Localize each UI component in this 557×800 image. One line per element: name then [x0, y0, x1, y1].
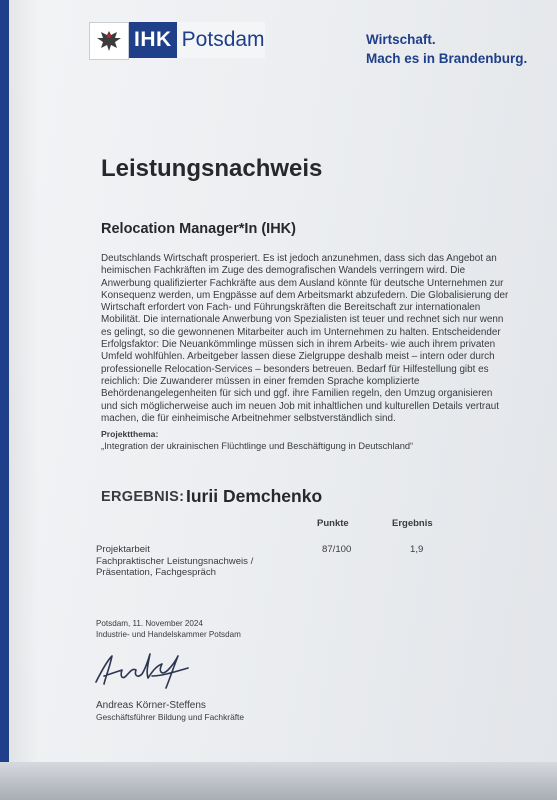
- body-paragraph: Deutschlands Wirtschaft prosperiert. Es ist jedoch anzunehmen, dass sich das Angebot an heimischen Fachkräften im Zuge des demografischen Wandels verringern wird. Die Anwerbung qualifizierter Fachkräfte aus dem Ausland könnte für deutsche Unternehmen zur Konsequenz werden, um Engpässe auf dem Arbeitsmarkt abzufedern. Die Globalisierung der Wirtschaft erfordert von Fach- und Führungskräften die Bereitschaft zur internationalen Mobilität. Die internationale Anwerbung von Spezialisten ist teuer und rechnet sich nur wenn es gelingt, so die gewonnenen Mitarbeiter auch im Unternehmen zu halten. Entscheidender Erfolgsfaktor: Die Neuankömmlinge müssen sich in ihrem Arbeits- wie auch ihrem privaten Umfeld wohlfühlen. Arbeitgeber lassen diese Zielgruppe deshalb meist – intern oder durch professionelle Relocation-Services – besonders betreuen. Bedarf für Hilfestellung gibt es reichlich: Die Zuwanderer müssen in einer fremden Sprache komplizierte Behördenangelegenheiten für sich und ggf. ihre Familien regeln, den Umzug organisieren und sich möglicherweise auch im neuen Job mit inhaltlichen und kulturellen Details vertraut machen, die für einheimische Arbeitnehmer selbstverständlich sind.: [101, 253, 509, 424]
- logo-city-text: Potsdam: [177, 22, 265, 58]
- project-topic: „Integration der ukrainischen Flüchtlinge und Beschäftigung in Deutschland“: [101, 441, 414, 451]
- signer-block: [96, 700, 244, 723]
- row-label-line-2: Fachpraktischer Leistungsnachweis /: [96, 555, 254, 567]
- row-label-line-1: Projektarbeit: [96, 544, 150, 555]
- slogan-line-2: Mach es in Brandenburg.: [366, 51, 528, 66]
- signer-name: Andreas Körner-Steffens: [96, 700, 206, 711]
- photo-bottom-shadow: [0, 762, 557, 800]
- result-points: 87/100: [322, 544, 352, 555]
- logo-ihk-text: IHK: [129, 22, 177, 58]
- result-label: ERGEBNIS:: [101, 489, 185, 505]
- column-header-points: Punkte: [317, 518, 349, 529]
- candidate-name: Iurii Demchenko: [186, 486, 323, 506]
- row-label-line-3: Präsentation, Fachgespräch: [96, 567, 216, 579]
- slogan-line-1: Wirtschaft.: [366, 32, 436, 47]
- document-title: Leistungsnachweis: [101, 155, 323, 182]
- project-label: Projektthema:: [101, 429, 159, 439]
- place-and-issuer: [96, 619, 241, 640]
- signer-role: Geschäftsführer Bildung und Fachkräfte: [96, 711, 245, 722]
- result-row-label: [96, 544, 253, 579]
- column-header-grade: Ergebnis: [392, 518, 433, 529]
- place-date: Potsdam, 11. November 2024: [96, 619, 203, 628]
- blue-side-stripe: [0, 0, 9, 762]
- issuer-chamber: Industrie- und Handelskammer Potsdam: [96, 629, 241, 639]
- slogan: [366, 30, 527, 68]
- eagle-icon: [89, 22, 129, 60]
- result-grade: 1,9: [410, 544, 424, 555]
- document-subtitle: Relocation Manager*In (IHK): [101, 221, 296, 237]
- ihk-logo: [89, 22, 265, 58]
- signature: [92, 646, 192, 692]
